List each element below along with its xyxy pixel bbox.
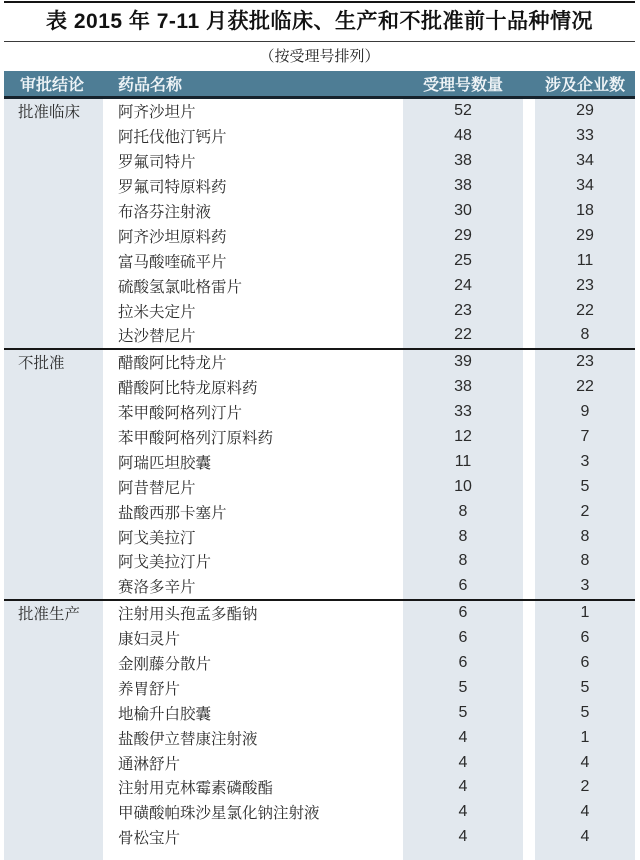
- column-gap: [523, 651, 535, 676]
- table-row: [4, 248, 635, 273]
- section-label-cell: 批准临床: [4, 99, 103, 124]
- section-label-cell: [4, 700, 103, 725]
- enterprise-count-cell: 18: [535, 199, 635, 224]
- table-section: [4, 99, 635, 348]
- drug-name-cell: 注射用头孢孟多酯钠: [103, 601, 403, 626]
- section-label-cell: [4, 273, 103, 298]
- section-label-cell: [4, 199, 103, 224]
- table-row: [4, 350, 635, 375]
- table-row: [4, 499, 635, 524]
- acceptance-count-cell: 8: [403, 499, 523, 524]
- acceptance-count-cell: 8: [403, 549, 523, 574]
- drug-name-cell: 阿戈美拉汀: [103, 524, 403, 549]
- column-gap: [523, 99, 535, 124]
- enterprise-count-cell: 5: [535, 474, 635, 499]
- table-row: [4, 675, 635, 700]
- table-row: [4, 700, 635, 725]
- column-header-acceptance-count: 受理号数量: [422, 77, 503, 94]
- column-gap: [523, 425, 535, 450]
- section-label-cell: [4, 549, 103, 574]
- enterprise-count-cell: 9: [535, 400, 635, 425]
- table-row: [4, 601, 635, 626]
- enterprise-count-cell: 1: [535, 725, 635, 750]
- section-label-cell: [4, 651, 103, 676]
- drug-name-cell: 阿齐沙坦原料药: [103, 223, 403, 248]
- enterprise-count-cell: 2: [535, 775, 635, 800]
- column-gap: [523, 775, 535, 800]
- column-gap: [523, 474, 535, 499]
- section-label-cell: [4, 775, 103, 800]
- acceptance-count-cell: 48: [403, 124, 523, 149]
- column-gap: [523, 124, 535, 149]
- table-row: [4, 474, 635, 499]
- acceptance-count-cell: 11: [403, 449, 523, 474]
- acceptance-count-cell: 4: [403, 775, 523, 800]
- section-label-cell: [4, 248, 103, 273]
- drug-name-cell: 骨松宝片: [103, 825, 403, 850]
- acceptance-count-cell: 30: [403, 199, 523, 224]
- acceptance-count-cell: 5: [403, 675, 523, 700]
- drug-name-cell: 罗氟司特原料药: [103, 174, 403, 199]
- column-gap: [523, 248, 535, 273]
- enterprise-count-cell: 6: [535, 651, 635, 676]
- acceptance-count-cell: 52: [403, 99, 523, 124]
- drug-name-cell: 阿齐沙坦片: [103, 99, 403, 124]
- page: [0, 1, 640, 856]
- acceptance-count-cell: 12: [403, 425, 523, 450]
- table-section: [4, 348, 635, 599]
- drug-name-cell: 阿瑞匹坦胶囊: [103, 449, 403, 474]
- acceptance-count-cell: 6: [403, 651, 523, 676]
- drug-name-cell: 苯甲酸阿格列汀原料药: [103, 425, 403, 450]
- column-gap: [523, 626, 535, 651]
- column-gap: [523, 800, 535, 825]
- enterprise-count-cell: 4: [535, 750, 635, 775]
- drug-name-cell: 康妇灵片: [103, 626, 403, 651]
- enterprise-count-cell: 8: [535, 524, 635, 549]
- column-gap: [523, 350, 535, 375]
- column-gap: [523, 174, 535, 199]
- column-gap: [523, 323, 535, 348]
- table-row: [4, 574, 635, 599]
- table-row: [4, 273, 635, 298]
- acceptance-count-cell: 4: [403, 725, 523, 750]
- enterprise-count-cell: 3: [535, 574, 635, 599]
- column-gap: [523, 273, 535, 298]
- drug-name-cell: 盐酸西那卡塞片: [103, 499, 403, 524]
- drug-name-cell: 富马酸喹硫平片: [103, 248, 403, 273]
- drug-name-cell: 金刚藤分散片: [103, 651, 403, 676]
- section-label-cell: [4, 750, 103, 775]
- enterprise-count-cell: 1: [535, 601, 635, 626]
- enterprise-count-cell: 4: [535, 825, 635, 850]
- drug-name-cell: 养胃舒片: [103, 675, 403, 700]
- column-gap: [523, 750, 535, 775]
- acceptance-count-cell: 25: [403, 248, 523, 273]
- section-label-cell: [4, 149, 103, 174]
- column-gap: [523, 700, 535, 725]
- enterprise-count-cell: 8: [535, 549, 635, 574]
- enterprise-count-cell: 29: [535, 223, 635, 248]
- column-gap: [523, 199, 535, 224]
- acceptance-count-cell: 6: [403, 601, 523, 626]
- column-gap: [523, 524, 535, 549]
- enterprise-count-cell: 23: [535, 350, 635, 375]
- drug-name-cell: 盐酸伊立替康注射液: [103, 725, 403, 750]
- table-row: [4, 174, 635, 199]
- table-row: [4, 223, 635, 248]
- acceptance-count-cell: 24: [403, 273, 523, 298]
- column-gap: [523, 375, 535, 400]
- enterprise-count-cell: 22: [535, 298, 635, 323]
- acceptance-count-cell: 23: [403, 298, 523, 323]
- table-row: [4, 323, 635, 348]
- table-row: [4, 626, 635, 651]
- drug-name-cell: 甲磺酸帕珠沙星氯化钠注射液: [103, 800, 403, 825]
- column-header-enterprise-count: 涉及企业数: [544, 77, 625, 94]
- table-row: [4, 199, 635, 224]
- section-label-cell: [4, 574, 103, 599]
- table-row: [4, 549, 635, 574]
- drug-name-cell: 通淋舒片: [103, 750, 403, 775]
- table-subtitle: （按受理号排列）: [259, 48, 380, 65]
- column-gap: [523, 499, 535, 524]
- enterprise-count-cell: 8: [535, 323, 635, 348]
- enterprise-count-cell: 3: [535, 449, 635, 474]
- table-row: [4, 651, 635, 676]
- enterprise-count-cell: 6: [535, 626, 635, 651]
- enterprise-count-cell: 11: [535, 248, 635, 273]
- acceptance-count-cell: 22: [403, 323, 523, 348]
- acceptance-count-cell: 10: [403, 474, 523, 499]
- drug-name-cell: 布洛芬注射液: [103, 199, 403, 224]
- enterprise-count-cell: 29: [535, 99, 635, 124]
- column-gap: [523, 825, 535, 850]
- drug-name-cell: 醋酸阿比特龙片: [103, 350, 403, 375]
- acceptance-count-cell: 5: [403, 700, 523, 725]
- acceptance-count-cell: 33: [403, 400, 523, 425]
- column-header-conclusion: 审批结论: [20, 77, 85, 94]
- table-section: [4, 599, 635, 850]
- section-label-cell: [4, 675, 103, 700]
- drug-name-cell: 阿托伐他汀钙片: [103, 124, 403, 149]
- column-gap: [523, 223, 535, 248]
- section-label-cell: [4, 449, 103, 474]
- column-gap: [523, 574, 535, 599]
- section-label-cell: [4, 800, 103, 825]
- enterprise-count-cell: 22: [535, 375, 635, 400]
- section-label-cell: [4, 626, 103, 651]
- enterprise-count-cell: 23: [535, 273, 635, 298]
- approval-table: [4, 1, 635, 860]
- section-label-cell: 批准生产: [4, 601, 103, 626]
- table-row: [4, 524, 635, 549]
- enterprise-count-cell: 2: [535, 499, 635, 524]
- enterprise-count-cell: 5: [535, 675, 635, 700]
- column-gap: [523, 400, 535, 425]
- table-body: [4, 99, 635, 860]
- section-label-cell: 不批准: [4, 350, 103, 375]
- table-row: [4, 375, 635, 400]
- table-header-row: [4, 71, 635, 96]
- drug-name-cell: 赛洛多辛片: [103, 574, 403, 599]
- table-title: 表 2015 年 7-11 月获批临床、生产和不批准前十品种情况: [46, 10, 593, 33]
- table-row: [4, 124, 635, 149]
- table-row: [4, 425, 635, 450]
- acceptance-count-cell: 38: [403, 174, 523, 199]
- section-label-cell: [4, 375, 103, 400]
- enterprise-count-cell: 5: [535, 700, 635, 725]
- table-row: [4, 750, 635, 775]
- drug-name-cell: 罗氟司特片: [103, 149, 403, 174]
- table-row: [4, 149, 635, 174]
- table-row: [4, 825, 635, 850]
- table-row: [4, 800, 635, 825]
- acceptance-count-cell: 38: [403, 149, 523, 174]
- enterprise-count-cell: 4: [535, 800, 635, 825]
- drug-name-cell: 拉米夫定片: [103, 298, 403, 323]
- drug-name-cell: 达沙替尼片: [103, 323, 403, 348]
- section-label-cell: [4, 124, 103, 149]
- enterprise-count-cell: 33: [535, 124, 635, 149]
- column-gap: [523, 449, 535, 474]
- table-row: [4, 775, 635, 800]
- enterprise-count-cell: 34: [535, 174, 635, 199]
- acceptance-count-cell: 8: [403, 524, 523, 549]
- column-gap: [523, 675, 535, 700]
- acceptance-count-cell: 4: [403, 800, 523, 825]
- acceptance-count-cell: 4: [403, 825, 523, 850]
- section-label-cell: [4, 223, 103, 248]
- drug-name-cell: 苯甲酸阿格列汀片: [103, 400, 403, 425]
- drug-name-cell: 醋酸阿比特龙原料药: [103, 375, 403, 400]
- section-label-cell: [4, 499, 103, 524]
- section-label-cell: [4, 174, 103, 199]
- drug-name-cell: 硫酸氢氯吡格雷片: [103, 273, 403, 298]
- enterprise-count-cell: 34: [535, 149, 635, 174]
- column-gap: [523, 149, 535, 174]
- column-header-drug-name: 药品名称: [118, 77, 183, 94]
- drug-name-cell: 阿戈美拉汀片: [103, 549, 403, 574]
- section-label-cell: [4, 425, 103, 450]
- drug-name-cell: 地榆升白胶囊: [103, 700, 403, 725]
- acceptance-count-cell: 29: [403, 223, 523, 248]
- section-label-cell: [4, 474, 103, 499]
- drug-name-cell: 注射用克林霉素磷酸酯: [103, 775, 403, 800]
- column-gap: [523, 298, 535, 323]
- table-row: [4, 298, 635, 323]
- section-label-cell: [4, 725, 103, 750]
- table-row: [4, 725, 635, 750]
- section-label-cell: [4, 524, 103, 549]
- section-label-cell: [4, 825, 103, 850]
- table-row: [4, 99, 635, 124]
- section-label-cell: [4, 323, 103, 348]
- acceptance-count-cell: 38: [403, 375, 523, 400]
- column-gap: [523, 549, 535, 574]
- acceptance-count-cell: 39: [403, 350, 523, 375]
- section-label-cell: [4, 298, 103, 323]
- acceptance-count-cell: 6: [403, 574, 523, 599]
- acceptance-count-cell: 4: [403, 750, 523, 775]
- table-row: [4, 449, 635, 474]
- drug-name-cell: 阿昔替尼片: [103, 474, 403, 499]
- table-row: [4, 400, 635, 425]
- column-gap: [523, 601, 535, 626]
- acceptance-count-cell: 6: [403, 626, 523, 651]
- enterprise-count-cell: 7: [535, 425, 635, 450]
- column-gap: [523, 725, 535, 750]
- section-label-cell: [4, 400, 103, 425]
